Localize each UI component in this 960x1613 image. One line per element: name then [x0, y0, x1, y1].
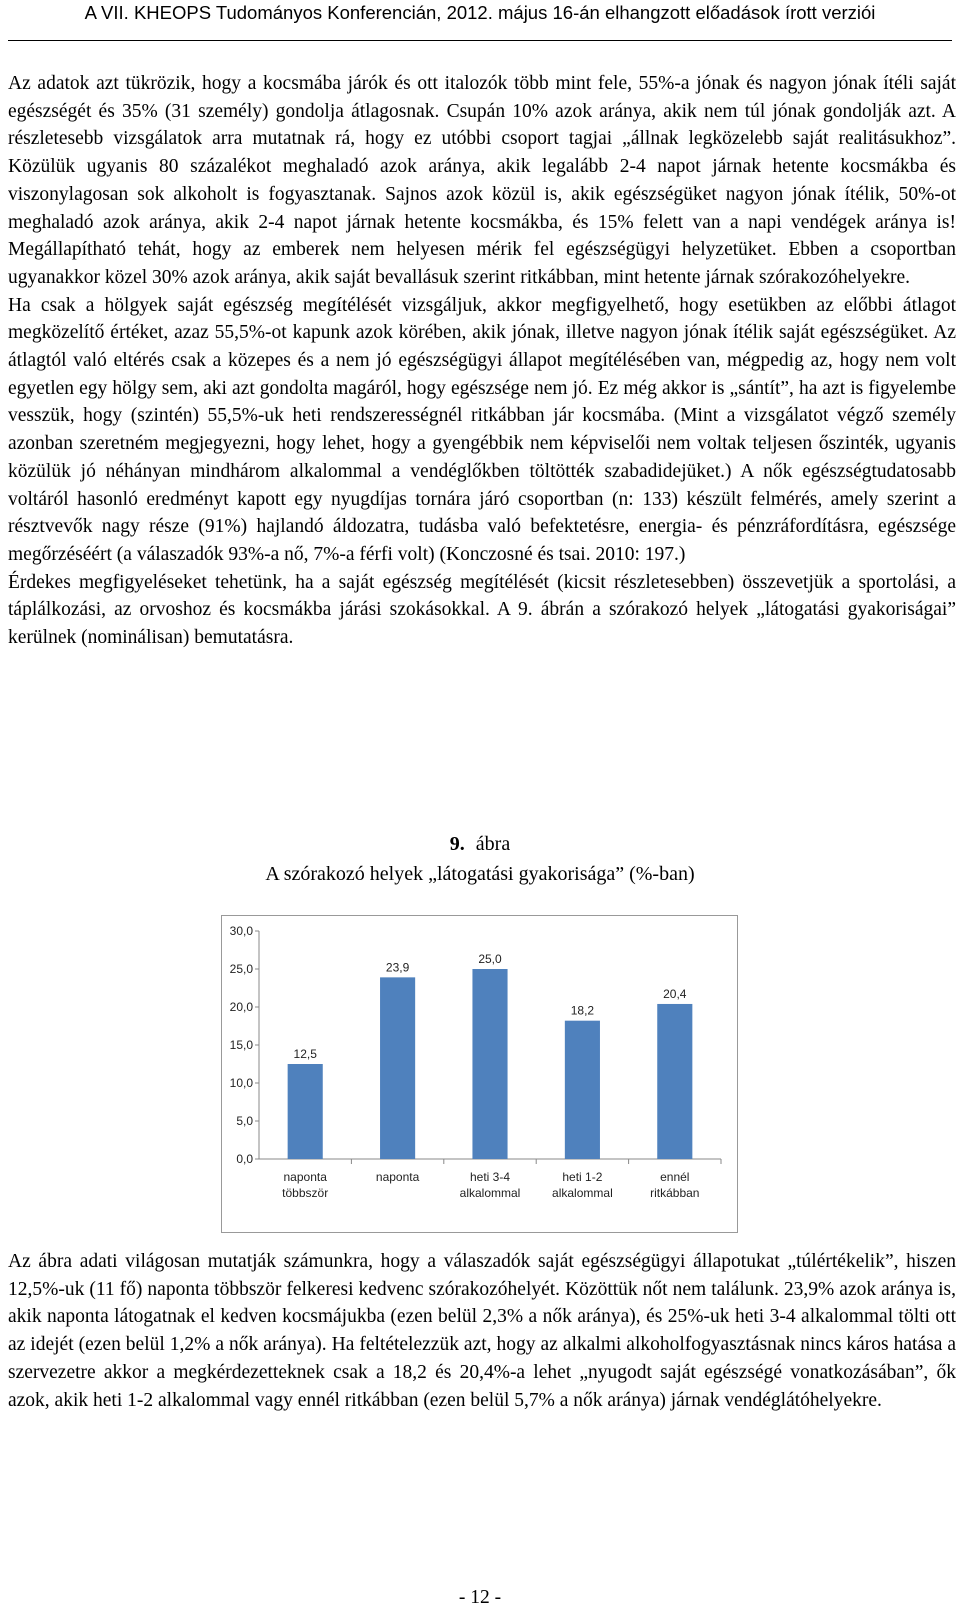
x-tick-label: heti 1-2 [562, 1170, 603, 1184]
bar [288, 1064, 323, 1159]
x-tick-label: ritkábban [650, 1186, 700, 1200]
x-tick-label: naponta [375, 1170, 420, 1184]
text-block-after-figure [8, 1248, 956, 1414]
figure-number [0, 830, 960, 858]
figure-number-value: 9. [449, 833, 465, 855]
paragraph: Ha csak a hölgyek saját egészség megítélését vizsgáljuk, akkor megfigyelhető, hogy esetükben az előbbi átlagot megközelítő értéket, azaz 55,5%-ot kapunk azok körében, akik jónak, illetve nagyon jónak ítélik saját egészségüket. Az átlagtól való eltérés csak a közepes és a nem jó egészségügyi állapot megítélésében van, mégpedig az, hogy nem volt egyetlen egy hölgy sem, aki azt gondolta magáról, hogy egészsége nem jó. Ez még akkor is „sántít”, ha azt is figyelembe vesszük, hogy (szintén) 55,5%-uk heti rendszerességnél ritkábban jár kocsmába. (Mint a vizsgálatot végző személy azonban szeretném megjegyezni, hogy lehet, hogy a gyengébbik nem képviselői nem voltak teljesen őszinték, ugyanis közülük jó néhányan mindhárom alkalommal a vendéglőkben töltötték szabadidejüket.) A nők egészségtudatosabb voltáról hasonló eredményt kapott egy nyugdíjas tornára járó csoportban (n: 133) készült felmérés, amely szerint a résztvevők nagy része (91%) hajlandó áldozatra, tudásba való befektetésre, energia- és pénzráfordításra, egészsége megőrzéséért (a válaszadók 93%-a nő, 7%-a férfi volt) (Konczosné és tsai. 2010: 197.) [8, 294, 956, 565]
y-tick-label: 20,0 [229, 1000, 253, 1014]
header-rule [8, 40, 952, 41]
figure-label: ábra [475, 833, 511, 855]
running-header: A VII. KHEOPS Tudományos Konferencián, 2012. május 16-án elhangzott előadások írott verziói [84, 2, 876, 23]
paragraph: Az adatok azt tükrözik, hogy a kocsmába járók és ott italozók több mint fele, 55%-a jónak és nagyon jónak ítéli saját egészségét és 35% (31 személy) gondolja átlagosnak. Csupán 10% azok aránya, akik nem túl jónak gondolják azt. A részletesebb vizsgálatok arra mutatnak rá, hogy ez utóbbi csoport tagjai „állnak legközelebb saját realitásukhoz”. Közülük ugyanis 80 százalékot meghaladó azok aránya, akik legalább 2-4 napot járnak hetente kocsmákba és viszonylagosan sok alkoholt is fogyasztanak. Sajnos azok közül is, akik egészségüket nagyon jónak ítélik, 50%-ot meghaladó azok aránya, akik 2-4 napot járnak hetente kocsmákba, és 15% felett van a napi vendégek aránya is! Megállapítható tehát, hogy az emberek nem helyesen mérik fel egészségügyi helyzetüket. Ebben a csoportban ugyanakkor közel 30% azok aránya, akik saját bevallásuk szerint ritkábban, mint hetente járnak szórakozóhelyekre. [8, 73, 956, 288]
bar [380, 977, 415, 1159]
x-tick-label: ennél [660, 1170, 690, 1184]
y-tick-label: 30,0 [229, 924, 253, 938]
bar-chart [221, 915, 738, 1233]
y-tick-label: 15,0 [229, 1038, 253, 1052]
data-label: 18,2 [570, 1003, 595, 1018]
text-block-before-figure [8, 70, 956, 652]
y-tick-label: 5,0 [236, 1114, 253, 1128]
y-tick-label: 10,0 [229, 1076, 253, 1090]
x-tick-label: naponta [283, 1170, 327, 1184]
y-tick-label: 0,0 [236, 1152, 253, 1166]
data-label: 12,5 [293, 1047, 317, 1061]
bar [565, 1021, 600, 1159]
paragraph: Az ábra adati világosan mutatják számunkra, hogy a válaszadók saját egészségügyi állapotukat „túlértékelik”, hiszen 12,5%-uk (11 fő) naponta többször felkeresi kedvenc szórakozóhelyét. Közöttük nőt nem találunk. 23,9% azok aránya is, akik naponta látogatnak el kedven kocsmájukba (ezen belül 2,3% a nők aránya), és 25%-uk heti 3-4 alkalommal tölti ott az idejét (ezen belül 1,2% a nők aránya). Ha feltételezzük azt, hogy az alkalmi alkoholfogyasztásnak nincs káros hatása a szervezetre akkor a megkérdezetteknek csak a 18,2 és 20,4%-a lehet „nyugodt saját egészségé vonatkozásában”, ők azok, akik heti 1-2 alkalommal vagy ennél ritkábban (ezen belül 5,7% a nők aránya) járnak vendéglátóhelyekre. [8, 1251, 956, 1411]
x-tick-label: alkalommal [552, 1186, 613, 1200]
bar-chart-svg [221, 915, 738, 1233]
data-label: 23,9 [385, 960, 410, 975]
y-tick-label: 25,0 [229, 962, 253, 976]
data-label: 20,4 [663, 986, 687, 1001]
data-label: 25,0 [478, 952, 502, 966]
x-tick-label: heti 3-4 [469, 1170, 511, 1184]
bar [472, 969, 507, 1159]
page-number: - 12 - [458, 1587, 502, 1608]
x-tick-label: többször [282, 1186, 329, 1200]
x-tick-label: alkalommal [459, 1186, 521, 1200]
paragraph: Érdekes megfigyeléseket tehetünk, ha a saját egészség megítélését (kicsit részletesebben) összevetjük a sportolási, a táplálkozási, az orvoshoz és kocsmákba járási szokásokkal. A 9. ábrán a szórakozó helyek „látogatási gyakoriságai” kerülnek (nominálisan) bemutatásra. [8, 571, 956, 649]
figure-title: A szórakozó helyek „látogatási gyakorisága” (%-ban) [265, 863, 695, 885]
bar [657, 1004, 692, 1159]
